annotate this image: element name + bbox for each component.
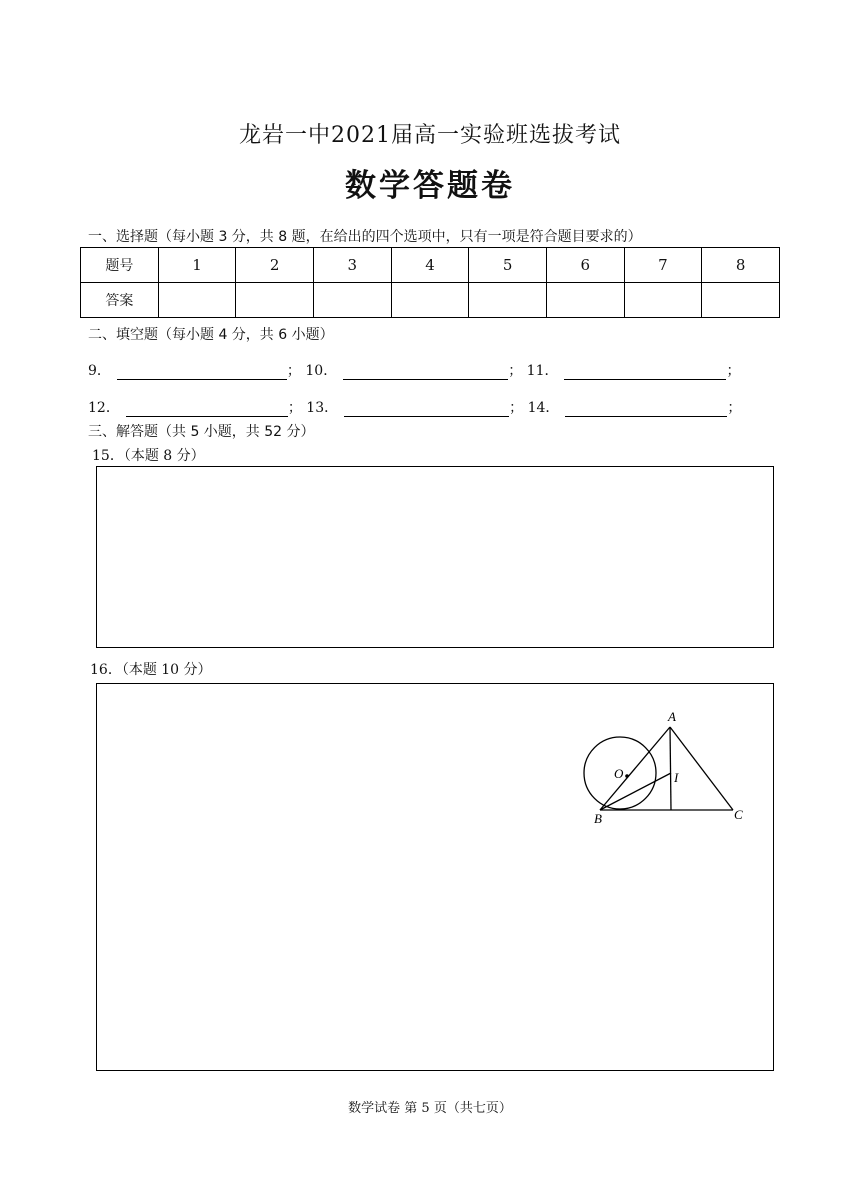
answer-cell-6[interactable] — [546, 283, 624, 318]
answer-cell-4[interactable] — [391, 283, 469, 318]
segment-bi — [600, 773, 671, 810]
question-number-cell: 2 — [236, 248, 314, 283]
answer-cell-3[interactable] — [313, 283, 391, 318]
blank-12-separator: ； — [287, 400, 302, 416]
blank-11-separator: ； — [726, 363, 741, 379]
answer-cell-7[interactable] — [624, 283, 702, 318]
section3-heading: 三、解答题（共 5 小题，共 52 分） — [88, 424, 315, 440]
blank-12-line[interactable] — [126, 400, 288, 417]
section1-heading: 一、选择题（每小题 3 分，共 8 题，在给出的四个选项中，只有一项是符合题目要求的） — [88, 229, 642, 245]
blank-11-line[interactable] — [564, 363, 726, 380]
blank-14-line[interactable] — [565, 400, 727, 417]
geometry-figure — [580, 703, 755, 828]
blank-14-separator: ； — [727, 400, 742, 416]
segment-a-foot — [670, 727, 671, 810]
multiple-choice-answer-table — [80, 247, 780, 318]
label-c: C — [734, 807, 743, 822]
fill-in-row-2 — [88, 397, 741, 417]
exam-title: 龙岩一中2021届高一实验班选拔考试 — [239, 123, 621, 148]
answer-cell-2[interactable] — [236, 283, 314, 318]
question-15-answer-box[interactable] — [96, 466, 774, 648]
blank-9-separator: ； — [286, 363, 301, 379]
question-number-row — [81, 248, 780, 283]
section2-heading: 二、填空题（每小题 4 分，共 6 小题） — [88, 327, 334, 343]
blank-13-number: 13． — [306, 400, 339, 416]
answer-cell-8[interactable] — [702, 283, 780, 318]
question-number-cell: 6 — [546, 248, 624, 283]
label-a: A — [668, 709, 676, 724]
answer-label: 答案 — [81, 283, 159, 318]
question-15-label: 15．（本题 8 分） — [92, 448, 205, 464]
question-number-cell: 8 — [702, 248, 780, 283]
label-b: B — [594, 811, 602, 826]
answer-cell-5[interactable] — [469, 283, 547, 318]
label-i: I — [674, 770, 679, 785]
question-number-cell: 7 — [624, 248, 702, 283]
blank-13-line[interactable] — [344, 400, 509, 417]
blank-12-number: 12． — [88, 400, 120, 416]
answer-sheet-title: 数学答题卷 — [345, 168, 515, 204]
question-number-cell: 4 — [391, 248, 469, 283]
page-footer: 数学试卷 第 5 页（共七页） — [348, 1101, 512, 1116]
question-number-cell: 3 — [313, 248, 391, 283]
question-number-label: 题号 — [81, 248, 159, 283]
question-number-cell: 1 — [158, 248, 236, 283]
blank-14-number: 14． — [527, 400, 560, 416]
center-point-o — [625, 774, 629, 778]
blank-11-number: 11． — [526, 363, 559, 379]
segment-ab — [600, 727, 670, 810]
blank-9-line[interactable] — [117, 363, 287, 380]
blank-10-line[interactable] — [343, 363, 508, 380]
question-16-label: 16．（本题 10 分） — [90, 662, 212, 678]
blank-13-separator: ； — [509, 400, 524, 416]
blank-10-number: 10． — [305, 363, 338, 379]
answer-row — [81, 283, 780, 318]
answer-cell-1[interactable] — [158, 283, 236, 318]
segment-ac — [670, 727, 733, 810]
blank-9-number: 9． — [88, 363, 111, 379]
label-o: O — [614, 766, 624, 781]
fill-in-row-1 — [88, 360, 740, 380]
question-number-cell: 5 — [469, 248, 547, 283]
blank-10-separator: ； — [508, 363, 523, 379]
